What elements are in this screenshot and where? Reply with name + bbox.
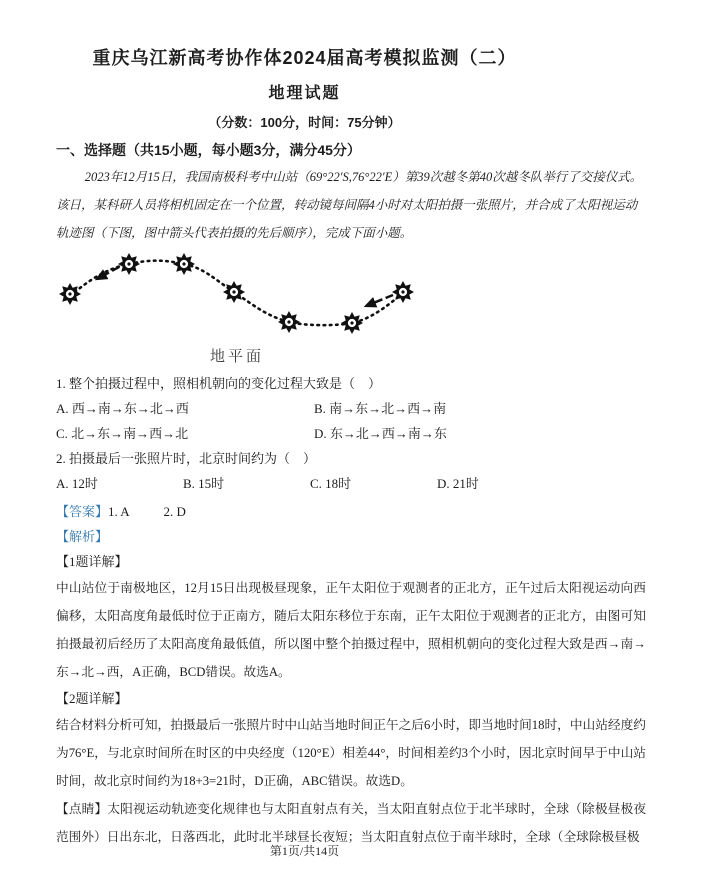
q2-option-d: D. 21时 xyxy=(437,476,479,491)
question-intro-paragraph: 2023年12月15日，我国南极科考中山站（69°22′S,76°22′E）第39次越冬第40次越冬队举行了交接仪式。该日，某科研人员将相机固定在一个位置，转动镜每间隔4小时对太阳拍摄一张照片，并合成了太阳视运动轨迹图（下图，图中箭头代表拍摄的先后顺序），完成下面小题。 xyxy=(56,170,643,240)
question-1-stem: 1. 整个拍摄过程中，照相机朝向的变化过程大致是（ ） xyxy=(56,376,382,391)
explain-1-text: 中山站位于南极地区，12月15日出现极昼现象，正午太阳位于观测者的正北方，正午过后太阳视运动向西偏移，太阳高度角最低时位于正南方，随后太阳东移位于东南，正午太阳位于观测者的正北方，由图可知拍摄最初后经历了太阳高度角最低值，所以图中整个拍摄过程中，照相机朝向的变化过程大致是西→南→东→北→西，A正确，BCD错误。故选A。 xyxy=(56,581,646,679)
score-time-meta: （分数：100分，时间：75分钟） xyxy=(208,115,401,130)
tip-text: 太阳视运动轨迹变化规律也与太阳直射点有关，当太阳直射点位于北半球时，全球（除极昼极夜范围外）日出东北，日落西北，此时北半球昼长夜短；当太阳直射点位于南半球时，全球（全球除极昼极 xyxy=(56,802,647,844)
document-subtitle: 地理试题 xyxy=(268,85,341,102)
answer-q1: 1. A xyxy=(108,504,130,519)
sun-icon xyxy=(173,253,195,275)
question-1-options-row-2 xyxy=(56,421,644,446)
answer-label: 【答案】 xyxy=(56,504,109,519)
question-1-options-row-1 xyxy=(56,396,644,421)
answer-line xyxy=(56,499,644,524)
page-number-footer: 第1页/共14页 xyxy=(269,844,340,858)
direction-arrow xyxy=(97,267,119,279)
q2-option-a: A. 12时 xyxy=(56,476,98,491)
sun-icon xyxy=(118,253,140,275)
q1-option-b: B. 南→东→北→西→南 xyxy=(314,401,447,416)
section-heading: 一、选择题（共15小题，每小题3分，满分45分） xyxy=(56,142,361,158)
header-block xyxy=(56,44,553,131)
analysis-label: 【解析】 xyxy=(56,529,109,544)
sun-icon xyxy=(341,312,363,334)
answer-q2: 2. D xyxy=(163,504,186,519)
q2-option-b: B. 15时 xyxy=(183,476,225,491)
sun-icon xyxy=(223,281,245,303)
question-2-options-row xyxy=(56,471,644,496)
q1-option-a: A. 西→南→东→北→西 xyxy=(56,401,189,416)
question-2-stem: 2. 拍摄最后一张照片时，北京时间约为（ ） xyxy=(56,451,317,466)
sun-path-figure xyxy=(40,249,500,371)
explain-1-label: 【1题详解】 xyxy=(56,554,128,569)
horizon-label: 地平面 xyxy=(209,349,265,365)
document-title: 重庆乌江新高考协作体2024届高考模拟监测（二） xyxy=(92,48,517,68)
sun-icon xyxy=(278,311,300,333)
sun-path-diagram xyxy=(40,249,500,371)
q1-option-c: C. 北→东→南→西→北 xyxy=(56,426,189,441)
answer-gap xyxy=(130,499,164,524)
q1-option-d: D. 东→北→西→南→东 xyxy=(314,426,447,441)
sun-icon xyxy=(392,281,414,303)
sun-icon xyxy=(59,283,81,305)
explain-2-label: 【2题详解】 xyxy=(56,691,128,706)
tip-label: 【点睛】 xyxy=(56,802,108,816)
q2-option-c: C. 18时 xyxy=(310,476,352,491)
explain-2-text: 结合材料分析可知，拍摄最后一张照片时中山站当地时间正午之后6小时，即当地时间18时，中山站经度约为76°E，与北京时间所在时区的中央经度（120°E）相差44°，时间相差约3个小时，因北京时间早于中山站时间，故北京时间约为18+3=21时，D正确，ABC错误。故选D。 xyxy=(56,718,646,788)
